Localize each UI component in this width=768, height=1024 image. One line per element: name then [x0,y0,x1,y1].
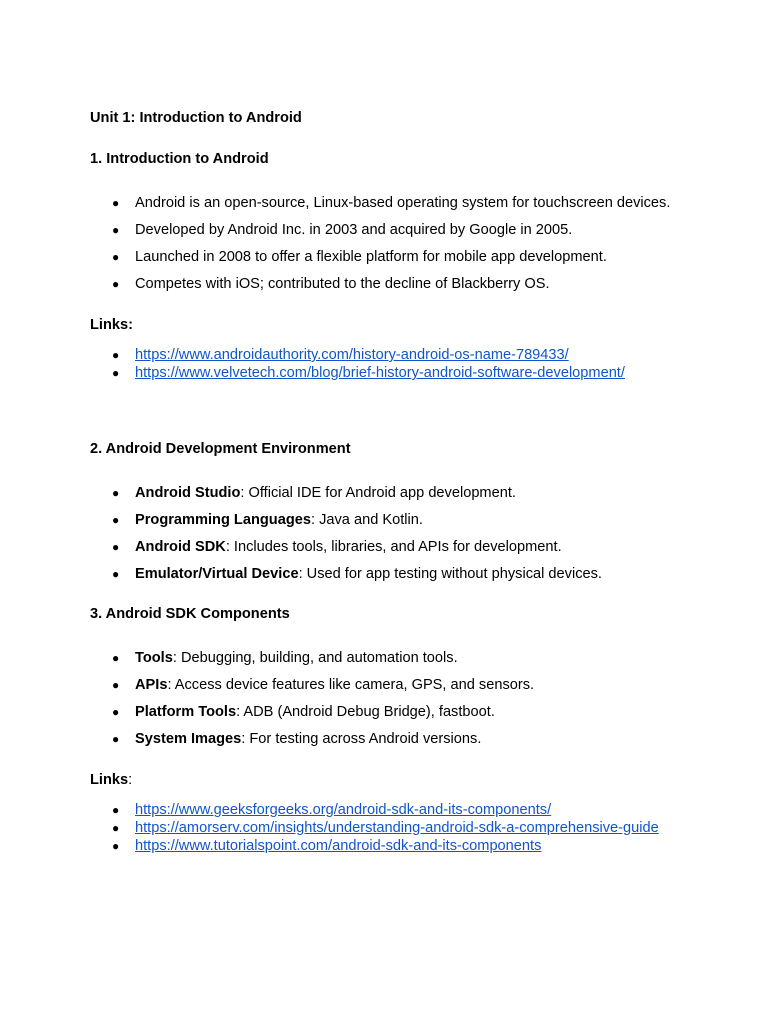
bullet-icon: ● [112,651,120,665]
list-item: ● Programming Languages: Java and Kotlin. [90,507,690,534]
list-item: ● APIs: Access device features like camera, GPS, and sensors. [90,672,690,699]
list-item: ● Android is an open-source, Linux-based operating system for touchscreen devices. [90,190,690,217]
list-item: ● Emulator/Virtual Device: Used for app testing without physical devices. [90,561,690,588]
list-item [90,819,690,837]
bullet-icon: ● [112,250,120,264]
section-2-bullet-list [90,480,690,588]
bullet-icon: ● [112,486,120,500]
list-item: ● Competes with iOS; contributed to the decline of Blackberry OS. [90,271,690,298]
page-title: Unit 1: Introduction to Android [90,110,302,126]
bullet-icon: ● [112,348,120,362]
list-item: ● System Images: For testing across Android versions. [90,726,690,753]
bullet-icon: ● [112,223,120,237]
list-item: ● Android SDK: Includes tools, libraries, and APIs for development. [90,534,690,561]
bullet-icon: ● [112,705,120,719]
bullet-icon: ● [112,803,120,817]
list-item [90,837,690,855]
bullet-icon: ● [112,513,120,527]
section-1-bullet-list [90,190,690,298]
section-2-heading: 2. Android Development Environment [90,441,351,457]
bullet-icon: ● [112,839,120,853]
bullet-icon: ● [112,277,120,291]
list-item: ● Launched in 2008 to offer a flexible platform for mobile app development. [90,244,690,271]
list-item: ● Developed by Android Inc. in 2003 and acquired by Google in 2005. [90,217,690,244]
list-item [90,346,690,364]
bullet-icon: ● [112,821,120,835]
list-item [90,364,690,382]
list-item: ● Platform Tools: ADB (Android Debug Bridge), fastboot. [90,699,690,726]
section-3-link-list [90,801,690,855]
list-item: ● Android Studio: Official IDE for Android app development. [90,480,690,507]
bullet-icon: ● [112,678,120,692]
link-velvetech[interactable]: https://www.velvetech.com/blog/brief-history-android-software-development/ [135,365,625,381]
section-1-link-list [90,346,690,382]
bullet-icon: ● [112,366,120,380]
bullet-icon: ● [112,567,120,581]
section-1-heading: 1. Introduction to Android [90,151,269,167]
bullet-icon: ● [112,732,120,746]
document-body [90,108,690,855]
bullet-icon: ● [112,196,120,210]
list-item [90,801,690,819]
link-androidauthority[interactable]: https://www.androidauthority.com/history-android-os-name-789433/ [135,347,569,363]
link-amorserv[interactable]: https://amorserv.com/insights/understanding-android-sdk-a-comprehensive-guide [135,820,659,836]
list-item: ● Tools: Debugging, building, and automation tools. [90,645,690,672]
section-3-links-label: Links: [90,772,133,788]
link-tutorialspoint[interactable]: https://www.tutorialspoint.com/android-sdk-and-its-components [135,838,542,854]
section-1-links-label: Links: [90,317,133,333]
section-3-heading: 3. Android SDK Components [90,606,290,622]
bullet-icon: ● [112,540,120,554]
section-3-bullet-list [90,645,690,753]
link-geeksforgeeks[interactable]: https://www.geeksforgeeks.org/android-sdk-and-its-components/ [135,802,552,818]
